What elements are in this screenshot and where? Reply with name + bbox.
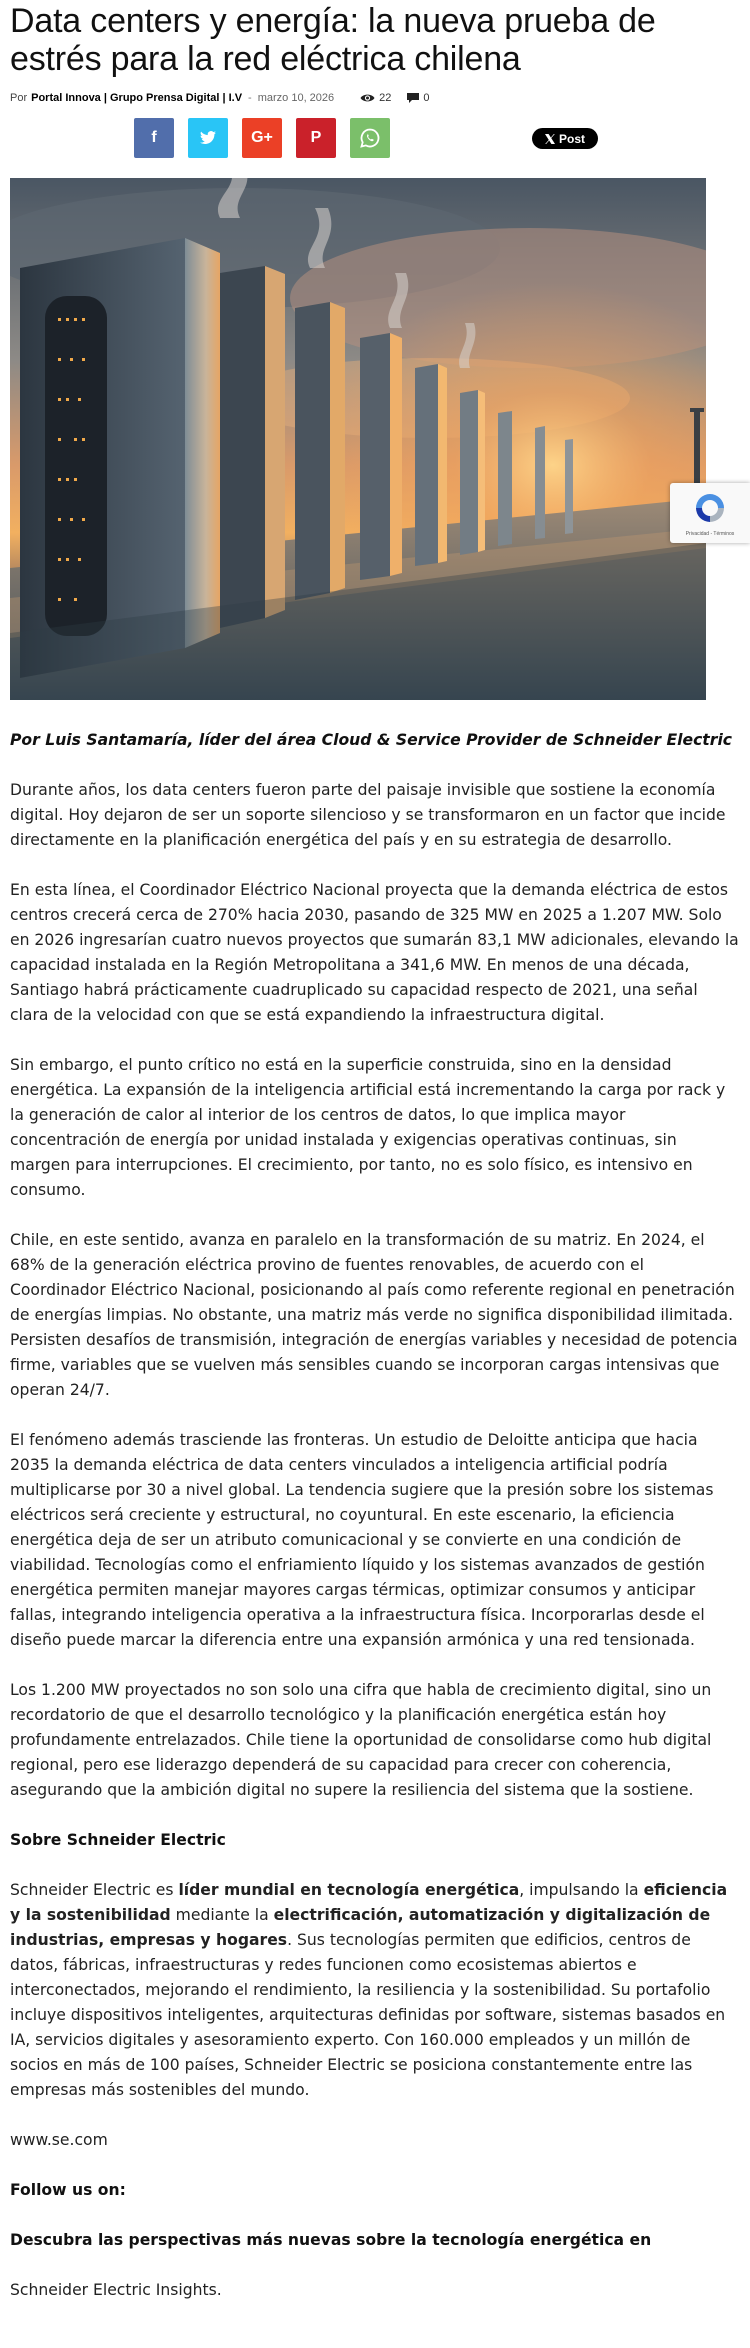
x-post-button[interactable] [532, 128, 598, 149]
views-count: 22 [379, 92, 392, 104]
follow-heading: Follow us on: [10, 2181, 126, 2199]
recaptcha-privacy-text[interactable]: Privacidad - Términos [685, 531, 735, 537]
eye-icon [360, 93, 375, 103]
twitter-share-button[interactable] [188, 118, 228, 158]
insights-link[interactable]: Schneider Electric Insights. [10, 2281, 222, 2299]
twitter-icon [200, 131, 216, 145]
article-meta [10, 90, 740, 106]
about-bold-text: eficiencia y la sostenibilidad [10, 1881, 728, 1924]
about-text: . Sus tecnologías permiten que edificios, centros de datos, fábricas, infraestructuras y redes funcionen como ecosistemas abiertos e interconectados, mejorando el rendimiento, la resiliencia y la sostenibilidad. Su portafolio incluye dispositivos inteligentes, arquitecturas definidas por software, sistemas basados en IA, servicios digitales y asesoramiento experto. Con 160.000 empleados y un millón de socios en más de 100 países, Schneider Electric se posiciona constantemente entre las empresas más sostenibles del mundo. [10, 1931, 726, 2099]
about-text: mediante la [170, 1906, 274, 1924]
about-text: , impulsando la [519, 1881, 644, 1899]
about-bold-text: líder mundial en tecnología energética [178, 1881, 520, 1899]
share-buttons [134, 118, 390, 158]
comments-counter[interactable] [407, 92, 429, 104]
paragraph: El fenómeno además trasciende las fronteras. Un estudio de Deloitte anticipa que hacia 2035 la demanda eléctrica de data centers vinculados a inteligencia artificial podría multiplicarse por 30 a nivel global. La tendencia sugiere que la presión sobre los sistemas eléctricos será creciente y estructural, no coyuntural. En este escenario, la eficiencia energética deja de ser un atributo comunicacional y se convierte en una condición de viabilidad. Tecnologías como el enfriamiento líquido y los sistemas avanzados de gestión energética permiten manejar mayores cargas térmicas, optimizar consumos y anticipar fallas, integrando inteligencia operativa a la infraestructura física. Incorporarlas desde el diseño puede marcar la diferencia entre una expansión armónica y una red tensionada. [10, 1431, 714, 1649]
whatsapp-icon [360, 128, 380, 148]
about-text: Schneider Electric es [10, 1881, 179, 1899]
facebook-share-button[interactable] [134, 118, 174, 158]
facebook-icon: f [151, 129, 157, 146]
recaptcha-badge[interactable] [670, 483, 750, 543]
pinterest-share-button[interactable] [296, 118, 336, 158]
paragraph: Chile, en este sentido, avanza en paralelo en la transformación de su matriz. En 2024, el 68% de la generación eléctrica provino de fuentes renovables, de acuerdo con el Coordinador Eléctrico Nacional, posicionando al país como referente regional en penetración de energías limpias. No obstante, una matriz más verde no significa disponibilidad ilimitada. Persisten desafíos de transmisión, integración de energías variables y necesidad de potencia firme, variables que se vuelven más sensibles cuando se incorporan cargas intensivas que operan 24/7. [10, 1231, 738, 1399]
comments-count: 0 [423, 92, 430, 104]
hero-image-data-centers [10, 178, 706, 700]
article-title: Data centers y energía: la nueva prueba de estrés para la red eléctrica chilena [10, 2, 656, 78]
google-plus-icon: G+ [251, 129, 273, 146]
paragraph: En esta línea, el Coordinador Eléctrico Nacional proyecta que la demanda eléctrica de estos centros crecerá cerca de 270% hacia 2030, pasando de 325 MW en 2025 a 1.207 MW. Solo en 2026 ingresarían cuatro nuevos proyectos que sumarán 83,1 MW adicionales, elevando la capacidad instalada en la Región Metropolitana a 341,6 MW. En menos de una década, Santiago habrá prácticamente cuadruplicado su capacidad respecto de 2021, una señal clara de la velocidad con que se está expandiendo la infraestructura digital. [10, 881, 739, 1024]
x-logo-icon [545, 134, 555, 144]
about-paragraph [10, 1878, 740, 2103]
views-counter [360, 92, 391, 104]
paragraph: Los 1.200 MW proyectados no son solo una cifra que habla de crecimiento digital, sino un recordatorio de que el desarrollo tecnológico y la planificación energética están hoy profundamente entrelazados. Chile tiene la oportunidad de consolidarse como hub digital regional, pero ese liderazgo dependerá de su capacidad para crecer con coherencia, asegurando que la ambición digital no supere la resiliencia del sistema que la sostiene. [10, 1681, 712, 1799]
comment-icon [407, 93, 419, 103]
author-link[interactable]: Portal Innova | Grupo Prensa Digital | I.V [31, 92, 243, 104]
article-container [10, 0, 740, 106]
whatsapp-share-button[interactable] [350, 118, 390, 158]
paragraph: Sin embargo, el punto crítico no está en la superficie construida, sino en la densidad energética. La expansión de la inteligencia artificial está incrementando la carga por rack y la generación de calor al interior de los centros de datos, lo que implica mayor concentración de energía por unidad instalada y exigencias operativas continuas, sin margen para interrupciones. El crecimiento, por tanto, no es solo físico, es intensivo en consumo. [10, 1056, 726, 1199]
article-body [10, 728, 740, 2328]
article-byline: Por Luis Santamaría, líder del área Cloud & Service Provider de Schneider Electric [10, 731, 733, 749]
pinterest-icon: P [310, 129, 322, 146]
meta-by: Por [10, 92, 28, 104]
x-post-label: Post [558, 131, 585, 146]
insights-heading: Descubra las perspectivas más nuevas sobre la tecnología energética en [10, 2231, 652, 2249]
publish-date: marzo 10, 2026 [257, 92, 335, 104]
paragraph: Durante años, los data centers fueron parte del paisaje invisible que sostiene la economía digital. Hoy dejaron de ser un soporte silencioso y se transformaron en un factor que incide directamente en la planificación energética del país y en su estrategia de desarrollo. [10, 781, 726, 849]
about-heading: Sobre Schneider Electric [10, 1831, 226, 1849]
about-bold-text: electrificación, automatización y digitalización de industrias, empresas y hogares [10, 1906, 711, 1949]
meta-separator: - [248, 92, 252, 104]
google-plus-share-button[interactable] [242, 118, 282, 158]
website-link[interactable]: www.se.com [10, 2131, 108, 2149]
recaptcha-icon [693, 491, 727, 525]
